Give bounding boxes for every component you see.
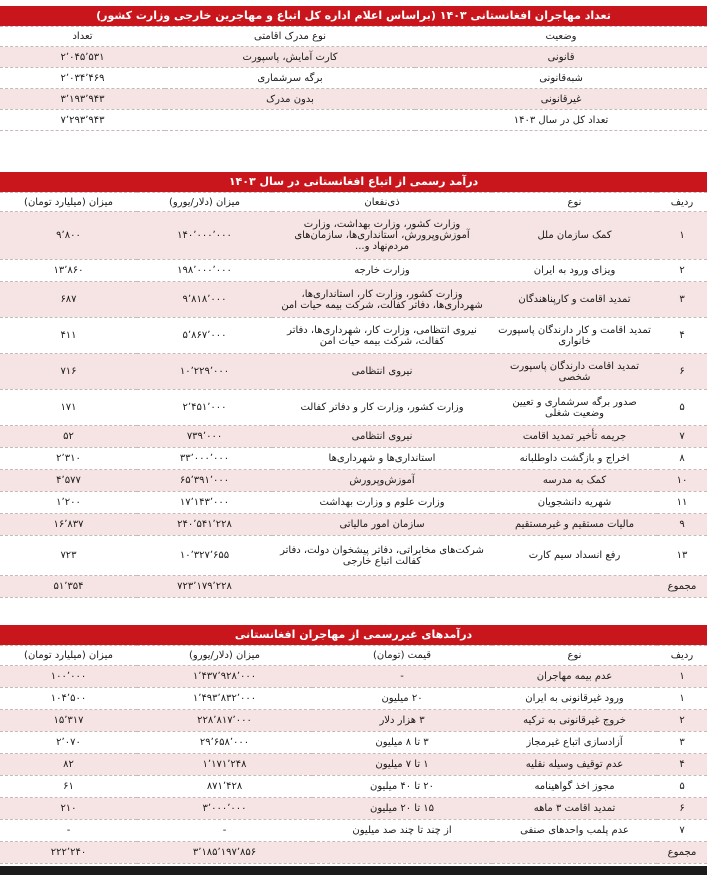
type-cell: شهریه دانشجویان (492, 492, 657, 514)
column-header: تعداد (0, 27, 165, 47)
usd-amount-cell: ۶۵٬۳۹۱٬۰۰۰ (137, 470, 272, 492)
toman-amount-cell: ۱۵٬۳۱۷ (0, 710, 137, 732)
toman-amount-cell: - (0, 820, 137, 842)
toman-total-cell: ۵۱٬۳۵۴ (0, 576, 137, 598)
row-number: ۷ (657, 820, 707, 842)
beneficiaries-cell: نیروی انتظامی (272, 354, 492, 390)
total-label: مجموع (657, 842, 707, 864)
toman-amount-cell: ۷۱۶ (0, 354, 137, 390)
table-title: تعداد مهاجران افغانستانی ۱۴۰۳ (براساس اعلام اداره کل اتباع و مهاجرین خارجی وزارت کشور) (0, 6, 707, 27)
usd-amount-cell: ۱٬۱۷۱٬۲۴۸ (137, 754, 312, 776)
type-cell: عدم پلمب واحدهای صنفی (492, 820, 657, 842)
price-cell: ۳ تا ۸ میلیون (312, 732, 492, 754)
row-number: ۴ (657, 754, 707, 776)
table-row (0, 492, 707, 514)
beneficiaries-cell: استانداری‌ها و شهرداری‌ها (272, 448, 492, 470)
table-title: درآمدهای غیررسمی از مهاجران افغانستانی (0, 625, 707, 646)
usd-amount-cell: ۲۴۰٬۵۴۱٬۲۲۸ (137, 514, 272, 536)
type-cell: عدم بیمه مهاجران (492, 666, 657, 688)
toman-amount-cell: ۱۷۱ (0, 390, 137, 426)
table-row (0, 89, 707, 110)
official-income-table (0, 172, 707, 598)
table-title: درآمد رسمی از اتباع افغانستانی در سال ۱۴۰۳ (0, 172, 707, 193)
status-cell: تعداد کل در سال ۱۴۰۳ (415, 110, 707, 131)
type-cell: ویزای ورود به ایران (492, 260, 657, 282)
row-number: ۱۱ (657, 492, 707, 514)
usd-amount-cell: ۱۷٬۱۴۳٬۰۰۰ (137, 492, 272, 514)
count-cell: ۲٬۰۳۴٬۴۶۹ (0, 68, 165, 89)
row-number: ۱۰ (657, 470, 707, 492)
usd-amount-cell: ۷۳۹٬۰۰۰ (137, 426, 272, 448)
toman-amount-cell: ۴۱۱ (0, 318, 137, 354)
row-number: ۵ (657, 390, 707, 426)
residents-count-table (0, 6, 707, 131)
price-cell: ۲۰ تا ۴۰ میلیون (312, 776, 492, 798)
beneficiaries-cell: سازمان امور مالیاتی (272, 514, 492, 536)
column-header: ذی‌نفعان (272, 193, 492, 212)
beneficiaries-cell: وزارت خارجه (272, 260, 492, 282)
type-cell: تمدید اقامت و کارپناهندگان (492, 282, 657, 318)
table-row (0, 514, 707, 536)
usd-amount-cell: ۳۳٬۰۰۰٬۰۰۰ (137, 448, 272, 470)
row-number: ۶ (657, 798, 707, 820)
row-number: ۳ (657, 282, 707, 318)
table-row (0, 754, 707, 776)
document-cell: کارت آمایش، پاسپورت (165, 47, 415, 68)
price-cell: ۱ تا ۷ میلیون (312, 754, 492, 776)
table-row (0, 426, 707, 448)
count-cell: ۷٬۲۹۳٬۹۴۳ (0, 110, 165, 131)
usd-amount-cell: - (137, 820, 312, 842)
type-cell: خروج غیرقانونی به ترکیه (492, 710, 657, 732)
table-row (0, 282, 707, 318)
type-cell: رفع انسداد سیم کارت (492, 536, 657, 576)
row-number: ۱ (657, 212, 707, 260)
table-row (0, 448, 707, 470)
document-cell: بدون مدرک (165, 89, 415, 110)
beneficiaries-cell: وزارت کشور، وزارت کار، استانداری‌ها، شهرداری‌ها، دفاتر کفالت، شرکت بیمه حیات امن (272, 282, 492, 318)
beneficiaries-cell (272, 576, 492, 598)
document-cell (165, 110, 415, 131)
price-cell: ۱۵ تا ۲۰ میلیون (312, 798, 492, 820)
toman-amount-cell: ۵۲ (0, 426, 137, 448)
beneficiaries-cell: وزارت علوم و وزارت بهداشت (272, 492, 492, 514)
usd-amount-cell: ۱۰٬۳۲۷٬۶۵۵ (137, 536, 272, 576)
type-cell: مالیات مستقیم و غیرمستقیم (492, 514, 657, 536)
beneficiaries-cell: وزارت کشور، وزارت کار و دفاتر کفالت (272, 390, 492, 426)
count-cell: ۳٬۱۹۳٬۹۴۳ (0, 89, 165, 110)
price-cell: - (312, 666, 492, 688)
usd-amount-cell: ۹٬۸۱۸٬۰۰۰ (137, 282, 272, 318)
count-cell: ۲٬۰۴۵٬۵۳۱ (0, 47, 165, 68)
beneficiaries-cell: شرکت‌های مخابراتی، دفاتر پیشخوان دولت، دفاتر کفالت اتباع خارجی (272, 536, 492, 576)
toman-amount-cell: ۹٬۸۰۰ (0, 212, 137, 260)
usd-amount-cell: ۲۹٬۶۵۸٬۰۰۰ (137, 732, 312, 754)
usd-amount-cell: ۱٬۴۳۷٬۹۲۸٬۰۰۰ (137, 666, 312, 688)
price-cell: از چند تا چند صد میلیون (312, 820, 492, 842)
row-number: ۶ (657, 354, 707, 390)
toman-amount-cell: ۱٬۲۰۰ (0, 492, 137, 514)
row-number: ۱ (657, 666, 707, 688)
total-row (0, 110, 707, 131)
column-header: نوع مدرک اقامتی (165, 27, 415, 47)
row-number: ۱۳ (657, 536, 707, 576)
row-number: ۴ (657, 318, 707, 354)
table-row (0, 354, 707, 390)
toman-amount-cell: ۴٬۵۷۷ (0, 470, 137, 492)
toman-amount-cell: ۱۳٬۸۶۰ (0, 260, 137, 282)
toman-amount-cell: ۲٬۰۷۰ (0, 732, 137, 754)
table-row (0, 47, 707, 68)
type-cell: کمک به مدرسه (492, 470, 657, 492)
usd-amount-cell: ۲٬۴۵۱٬۰۰۰ (137, 390, 272, 426)
type-cell: تمدید اقامت و کار دارندگان پاسپورت خانواری (492, 318, 657, 354)
table-row (0, 710, 707, 732)
total-label: مجموع (657, 576, 707, 598)
beneficiaries-cell: وزارت کشور، وزارت بهداشت، وزارت آموزش‌وپرورش، استانداری‌ها، سازمان‌های مردم‌نهاد و... (272, 212, 492, 260)
table-row (0, 260, 707, 282)
usd-amount-cell: ۱٬۴۹۳٬۸۳۲٬۰۰۰ (137, 688, 312, 710)
column-header: ردیف (657, 646, 707, 666)
column-header: نوع (492, 646, 657, 666)
column-header: میزان (دلار/یورو) (137, 193, 272, 212)
row-number: ۳ (657, 732, 707, 754)
table-row (0, 318, 707, 354)
table-row (0, 536, 707, 576)
total-row (0, 576, 707, 598)
table-row (0, 212, 707, 260)
toman-amount-cell: ۱۰۴٬۵۰۰ (0, 688, 137, 710)
usd-total-cell: ۳٬۱۸۵٬۱۹۷٬۸۵۶ (137, 842, 312, 864)
type-cell: جریمه تأخیر تمدید اقامت (492, 426, 657, 448)
status-cell: غیرقانونی (415, 89, 707, 110)
beneficiaries-cell: نیروی انتظامی، وزارت کار، شهرداری‌ها، دفاتر کفالت، شرکت بیمه حیات امن (272, 318, 492, 354)
toman-amount-cell: ۱۶٬۸۳۷ (0, 514, 137, 536)
row-number: ۱ (657, 688, 707, 710)
type-cell: ورود غیرقانونی به ایران (492, 688, 657, 710)
type-cell (492, 576, 657, 598)
toman-amount-cell: ۶۸۷ (0, 282, 137, 318)
type-cell (492, 842, 657, 864)
type-cell: اخراج و بازگشت داوطلبانه (492, 448, 657, 470)
column-header: میزان (میلیارد تومان) (0, 646, 137, 666)
row-number: ۹ (657, 514, 707, 536)
row-number: ۲ (657, 260, 707, 282)
informal-income-table (0, 625, 707, 864)
row-number: ۷ (657, 426, 707, 448)
row-number: ۵ (657, 776, 707, 798)
table-row (0, 470, 707, 492)
status-cell: قانونی (415, 47, 707, 68)
column-header: میزان (دلار/یورو) (137, 646, 312, 666)
status-cell: شبه‌قانونی (415, 68, 707, 89)
column-header: وضعیت (415, 27, 707, 47)
toman-amount-cell: ۸۲ (0, 754, 137, 776)
type-cell: کمک سازمان ملل (492, 212, 657, 260)
bottom-divider (0, 866, 707, 875)
type-cell: صدور برگه سرشماری و تعیین وضعیت شغلی (492, 390, 657, 426)
column-header: قیمت (تومان) (312, 646, 492, 666)
usd-amount-cell: ۲۲۸٬۸۱۷٬۰۰۰ (137, 710, 312, 732)
document-cell: برگه سرشماری (165, 68, 415, 89)
column-header: ردیف (657, 193, 707, 212)
row-number: ۲ (657, 710, 707, 732)
type-cell: عدم توقیف وسیله نقلیه (492, 754, 657, 776)
usd-amount-cell: ۱۴۰٬۰۰۰٬۰۰۰ (137, 212, 272, 260)
usd-amount-cell: ۳٬۰۰۰٬۰۰۰ (137, 798, 312, 820)
table-row (0, 390, 707, 426)
toman-total-cell: ۲۲۲٬۲۴۰ (0, 842, 137, 864)
toman-amount-cell: ۷۲۳ (0, 536, 137, 576)
price-cell (312, 842, 492, 864)
type-cell: تمدید اقامت دارندگان پاسپورت شخصی (492, 354, 657, 390)
toman-amount-cell: ۲۱۰ (0, 798, 137, 820)
toman-amount-cell: ۶۱ (0, 776, 137, 798)
table-row (0, 732, 707, 754)
usd-total-cell: ۷۲۳٬۱۷۹٬۲۲۸ (137, 576, 272, 598)
usd-amount-cell: ۱۰٬۲۲۹٬۰۰۰ (137, 354, 272, 390)
column-header: میزان (میلیارد تومان) (0, 193, 137, 212)
toman-amount-cell: ۱۰۰٬۰۰۰ (0, 666, 137, 688)
beneficiaries-cell: آموزش‌وپرورش (272, 470, 492, 492)
type-cell: مجوز اخذ گواهینامه (492, 776, 657, 798)
price-cell: ۲۰ میلیون (312, 688, 492, 710)
table-row (0, 688, 707, 710)
type-cell: آزادسازی اتباع غیرمجاز (492, 732, 657, 754)
table-row (0, 820, 707, 842)
usd-amount-cell: ۵٬۸۶۷٬۰۰۰ (137, 318, 272, 354)
table-row (0, 68, 707, 89)
usd-amount-cell: ۸۷۱٬۴۲۸ (137, 776, 312, 798)
type-cell: تمدید اقامت ۳ ماهه (492, 798, 657, 820)
total-row (0, 842, 707, 864)
price-cell: ۳ هزار دلار (312, 710, 492, 732)
beneficiaries-cell: نیروی انتظامی (272, 426, 492, 448)
table-row (0, 666, 707, 688)
table-row (0, 776, 707, 798)
usd-amount-cell: ۱۹۸٬۰۰۰٬۰۰۰ (137, 260, 272, 282)
table-row (0, 798, 707, 820)
column-header: نوع (492, 193, 657, 212)
toman-amount-cell: ۲٬۳۱۰ (0, 448, 137, 470)
row-number: ۸ (657, 448, 707, 470)
